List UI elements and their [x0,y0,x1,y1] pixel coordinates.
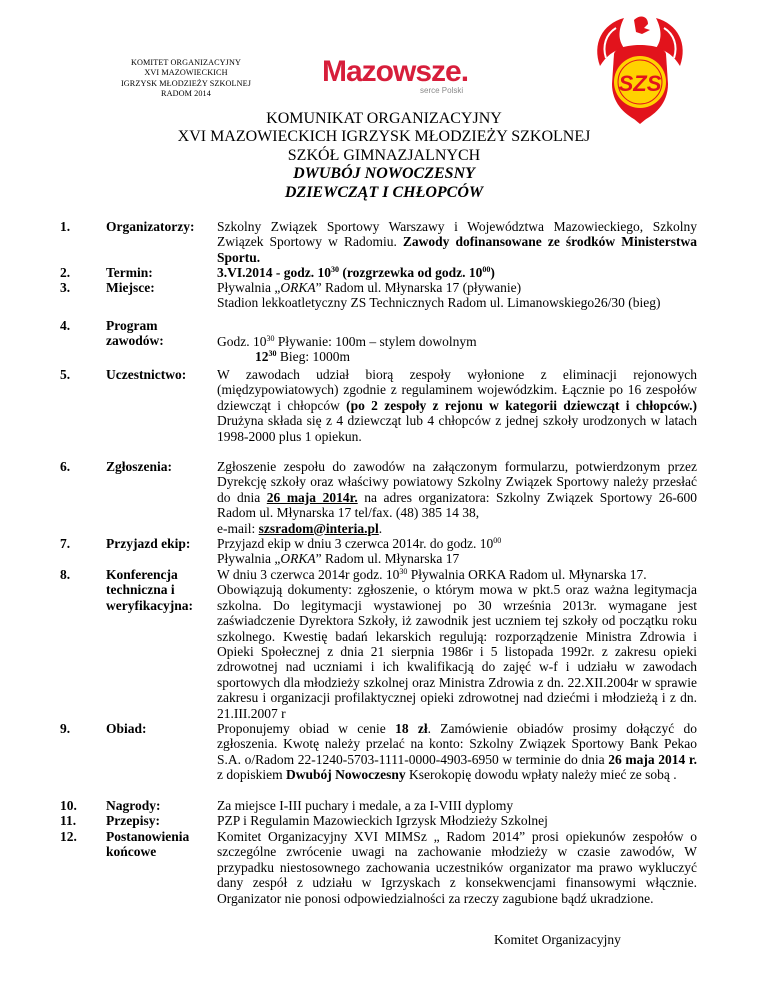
section-number: 12. [60,829,77,844]
section-content [217,367,697,444]
section-label: Termin: [106,265,153,280]
arrival-venue: Pływalnia „ [217,551,281,567]
section-label: Obiad: [106,721,147,736]
required-documents: Obowiązują dokumenty: zgłoszenie, o którym mowa w pkt.5 oraz ważna legitymacja szkolna. Do legitymacji wystawionej po 30 września 2013r. wymagane jest zaświadczenie Dyrektora Szkoły, iż zawodnik jest uczniem tej szkoły od początku roku szkolnego. Kwestię badań lekarskich regulują: rozporządzenie Ministra Zdrowia i Opieki Społecznej z dnia 21 sierpnia 1986r i 5 listopada 1992r. z zakresu opieki zdrowotnej nad uczniami i ich kwalifikacją do zajęć w-f i udziału w zawodach sportowych dla młodzieży szkolnej oraz Ministra Zdrowia z dn. 22.XII.2004r w sprawie zakresu i organizacji profilaktycznej opieki zdrowotnej nad dziećmi i młodzieżą i z dn. 21.III.2007 r [217,582,697,721]
section-label [106,318,216,349]
committee-line: KOMITET ORGANIZACYJNY [131,58,241,67]
venue-text: Pływalnia „ [217,280,281,295]
program-event: Bieg: 1000m [276,349,350,365]
section-label: Przepisy: [106,813,160,828]
title-line-1: KOMUNIKAT ORGANIZACYJNY [266,110,502,127]
mazowsze-logo [322,55,482,103]
applications-text: Zgłoszenie zespołu do zawodów na załączonym formularzu, potwierdzonym przez Dyrekcję szkoły oraz właściwy powiatowy Szkolny Związek Sportowy należy przesłać do dnia [217,459,697,505]
section-label: Przyjazd ekip: [106,536,191,551]
section-content: PZP i Regulamin Mazowieckich Igrzysk Młodzieży Szkolnej [217,813,548,828]
email-label: e-mail: [217,520,256,536]
venue-text: ” Radom ul. Młynarska 17 (pływanie) [315,280,522,295]
section-label: Nagrody: [106,798,161,813]
mazowsze-logo-tagline: serce Polski [420,86,464,95]
committee-line: XVI MAZOWIECKICH [144,68,228,78]
label-line: zawodów: [106,333,164,349]
section-number: 10. [60,798,77,813]
time-minutes: 30 [399,567,408,576]
section-number: 11. [60,813,77,828]
section-content [217,334,697,365]
payment-deadline: 26 maja 2014 r. [608,751,698,767]
label-line: Konferencja [106,567,178,582]
payment-reference: Dwubój Nowoczesny [286,767,406,783]
szs-eagle-logo [584,14,696,124]
label-line: Program [106,318,158,333]
section-content [217,265,697,280]
time-minutes: 00 [482,265,491,274]
section-content: Za miejsce I-III puchary i medale, a za I-VIII dyplomy [217,798,514,813]
label-line: techniczna i [106,582,175,598]
time-minutes: 30 [331,265,339,274]
document-title [100,110,668,202]
team-composition: Drużyna składa się z 4 dziewcząt lub 4 chłopców z jednej szkoły urodzonych w latach 1998-2000 plus 1 opiekun. [217,413,697,444]
section-content [217,280,697,311]
section-label: Organizatorzy: [106,219,195,234]
conference-time: W dniu 3 czerwca 2014r godz. 10 [217,567,400,582]
mazowsze-logo-word: Mazowsze. [322,55,469,88]
program-time: Godz. 10 [217,334,267,349]
lunch-text: z dopiskiem [217,767,283,783]
section-content [217,219,697,265]
section-content [217,721,697,783]
warmup-text: (rozgrzewka od godz. 10 [339,265,483,280]
participation-text: W zawodach udział biorą zespoły wyłonione z eliminacji rejonowych (międzypowiatowych) zgodnie z regulaminem wojewódzkim. Łącznie po 16 zespołów dziewcząt i chłopców [217,367,697,413]
arrival-text: Przyjazd ekip w dniu 3 czerwca 2014r. do godz. 10 [217,536,494,551]
section-label [106,829,216,860]
title-line-4: DWUBÓJ NOWOCZESNY [293,165,475,183]
section-number: 4. [60,318,71,333]
section-label: Miejsce: [106,280,155,295]
section-label: Uczestnictwo: [106,367,187,382]
section-content [217,567,697,721]
label-line: weryfikacyjna: [106,597,193,613]
conference-place: Pływalnia ORKA Radom ul. Młynarska 17. [407,567,647,582]
venue-name: ORKA [280,551,316,567]
arrival-venue: ” Radom ul. Młynarska 17 [315,551,460,567]
program-time: 12 [255,349,269,365]
section-number: 5. [60,367,71,382]
section-label: Zgłoszenia: [106,459,172,474]
venue-name: ORKA [280,280,316,295]
label-line: Postanowienia [106,829,190,844]
program-event: Pływanie: 100m – stylem dowolnym [274,334,477,349]
section-number: 8. [60,567,71,582]
committee-line: IGRZYSK MŁODZIEŻY SZKOLNEJ [120,78,252,88]
organizer-address: na adres organizatora: Szkolny Związek Sportowy 26-600 Radom ul. Młynarska 17 tel/fax. (48) 385 14 38, [217,489,698,521]
section-content: Zgłoszenie zespołu do zawodów na załączonym formularzu, potwierdzonym przez Dyrekcję szkoły oraz właściwy powiatowy Szkolny Związek Sportowy należy przesłać do dnia 26 maja 2014r. na adres organizatora: Szkolny Związek Sportowy 26-600 Radom ul. Młynarska 17 tel/fax. (48) 385 14 38, e-mail: szsradom@interia.pl. [217,459,698,536]
time-minutes: 30 [266,334,275,343]
committee-line: RADOM 2014 [161,89,211,99]
section-number: 9. [60,721,71,736]
organizing-committee-header [100,58,272,100]
date-text: 3.VI.2014 - godz. 10 [217,265,331,280]
time-minutes: 30 [268,349,277,359]
lunch-price: 18 zł [395,721,428,736]
email-link[interactable]: szsradom@interia.pl [258,520,379,536]
lunch-text: . Zamówienie obiadów prosimy dołączyć do zgłoszenia. Kwotę należy przelać na konto: Szkolny Związek Sportowy Bank Pekao S.A. o/Radom 22-1240-5703-1111-0000-4903-6950 w terminie do dnia [217,721,697,767]
lunch-text: Proponujemy obiad w cenie [217,721,386,736]
venue-stadium: Stadion lekkoatletyczny ZS Technicznych Radom ul. Limanowskiego26/30 (bieg) [217,295,661,311]
section-number: 6. [60,459,71,474]
lunch-text: Kserokopię dowodu wpłaty należy mieć ze sobą . [409,767,677,783]
section-label [106,567,216,613]
section-number: 2. [60,265,71,280]
szs-logo-text: SZS [618,71,662,96]
section-content [217,536,697,567]
section-content: Komitet Organizacyjny XVI MIMSz „ Radom 2014” prosi opiekunów zespołów o szczególne zwrócenie uwagi na zachowanie młodzieży w czasie zawodów, W przypadku niestosownego zachowania uczestników organizator ma prawo wykluczyć dany zespół z udziału w Igrzyskach z konsekwencjami finansowymi włącznie. Organizator nie ponosi odpowiedzialności za rzeczy zagubione bądź ukradzione. [217,829,697,906]
deadline-date: 26 maja 2014r. [266,489,358,505]
time-minutes: 00 [493,536,502,545]
funding-note: Zawody dofinansowane ze środków Ministerstwa Sportu. [217,234,697,265]
participation-bold: (po 2 zespoły z rejonu w kategorii dziewcząt i chłopców.) [346,397,697,413]
closing-paren: ) [490,265,495,280]
section-number: 7. [60,536,71,551]
label-line: końcowe [106,844,157,860]
title-line-5: DZIEWCZĄT I CHŁOPCÓW [284,183,484,201]
signature: Komitet Organizacyjny [494,932,621,947]
title-line-3: SZKÓŁ GIMNAZJALNYCH [287,146,481,164]
section-number: 3. [60,280,71,295]
organizers-text: Szkolny Związek Sportowy Warszawy i Województwa Mazowieckiego, Szkolny Związek Sportowy w Radomiu. [217,219,697,250]
section-number: 1. [60,219,71,234]
title-line-2: XVI MAZOWIECKICH IGRZYSK MŁODZIEŻY SZKOLNEJ [177,128,591,146]
